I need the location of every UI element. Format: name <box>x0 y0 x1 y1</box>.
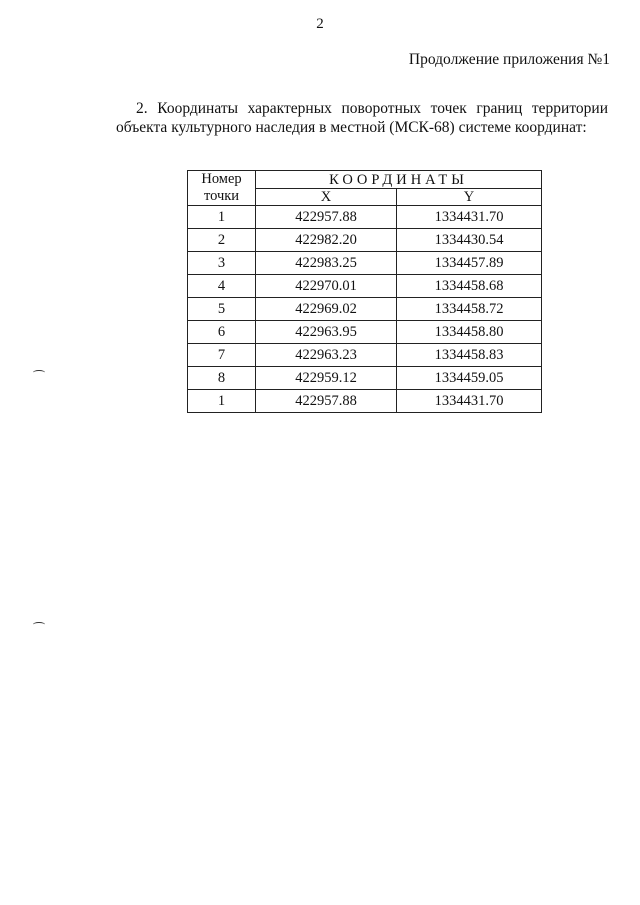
table-row <box>188 344 542 367</box>
table-header-row <box>188 171 542 189</box>
table-row <box>188 367 542 390</box>
coord-y: 1334457.89 <box>397 252 542 275</box>
coord-y: 1334430.54 <box>397 229 542 252</box>
punch-hole-mark-top <box>33 370 45 375</box>
point-number: 5 <box>188 298 256 321</box>
table-row <box>188 298 542 321</box>
header-coordinates: КООРДИНАТЫ <box>256 171 542 189</box>
coord-y: 1334459.05 <box>397 367 542 390</box>
coord-y: 1334431.70 <box>397 206 542 229</box>
coord-y: 1334458.80 <box>397 321 542 344</box>
point-number: 2 <box>188 229 256 252</box>
point-number: 1 <box>188 206 256 229</box>
table-row <box>188 321 542 344</box>
point-number: 3 <box>188 252 256 275</box>
point-number: 1 <box>188 390 256 413</box>
point-number: 6 <box>188 321 256 344</box>
table-row <box>188 252 542 275</box>
header-x: X <box>256 189 397 206</box>
continuation-label: Продолжение приложения №1 <box>408 51 610 68</box>
coordinates-table <box>187 170 542 413</box>
header-number: Номер точки <box>188 171 256 206</box>
page-number: 2 <box>316 16 324 32</box>
point-number: 4 <box>188 275 256 298</box>
header-y: Y <box>397 189 542 206</box>
coord-y: 1334431.70 <box>397 390 542 413</box>
coord-x: 422982.20 <box>256 229 397 252</box>
coord-x: 422963.95 <box>256 321 397 344</box>
coord-y: 1334458.68 <box>397 275 542 298</box>
table-row <box>188 206 542 229</box>
coord-y: 1334458.72 <box>397 298 542 321</box>
point-number: 8 <box>188 367 256 390</box>
point-number: 7 <box>188 344 256 367</box>
coord-x: 422957.88 <box>256 390 397 413</box>
coord-x: 422969.02 <box>256 298 397 321</box>
coord-y: 1334458.83 <box>397 344 542 367</box>
table-row <box>188 390 542 413</box>
coord-x: 422963.23 <box>256 344 397 367</box>
coord-x: 422970.01 <box>256 275 397 298</box>
table-row <box>188 229 542 252</box>
coord-x: 422957.88 <box>256 206 397 229</box>
paragraph-text: 2. Координаты характерных поворотных точек границ территории объекта культурного наследия в местной (МСК-68) системе координат: <box>116 100 608 136</box>
punch-hole-mark-bottom <box>33 622 45 627</box>
coord-x: 422983.25 <box>256 252 397 275</box>
coord-x: 422959.12 <box>256 367 397 390</box>
table-row <box>188 275 542 298</box>
